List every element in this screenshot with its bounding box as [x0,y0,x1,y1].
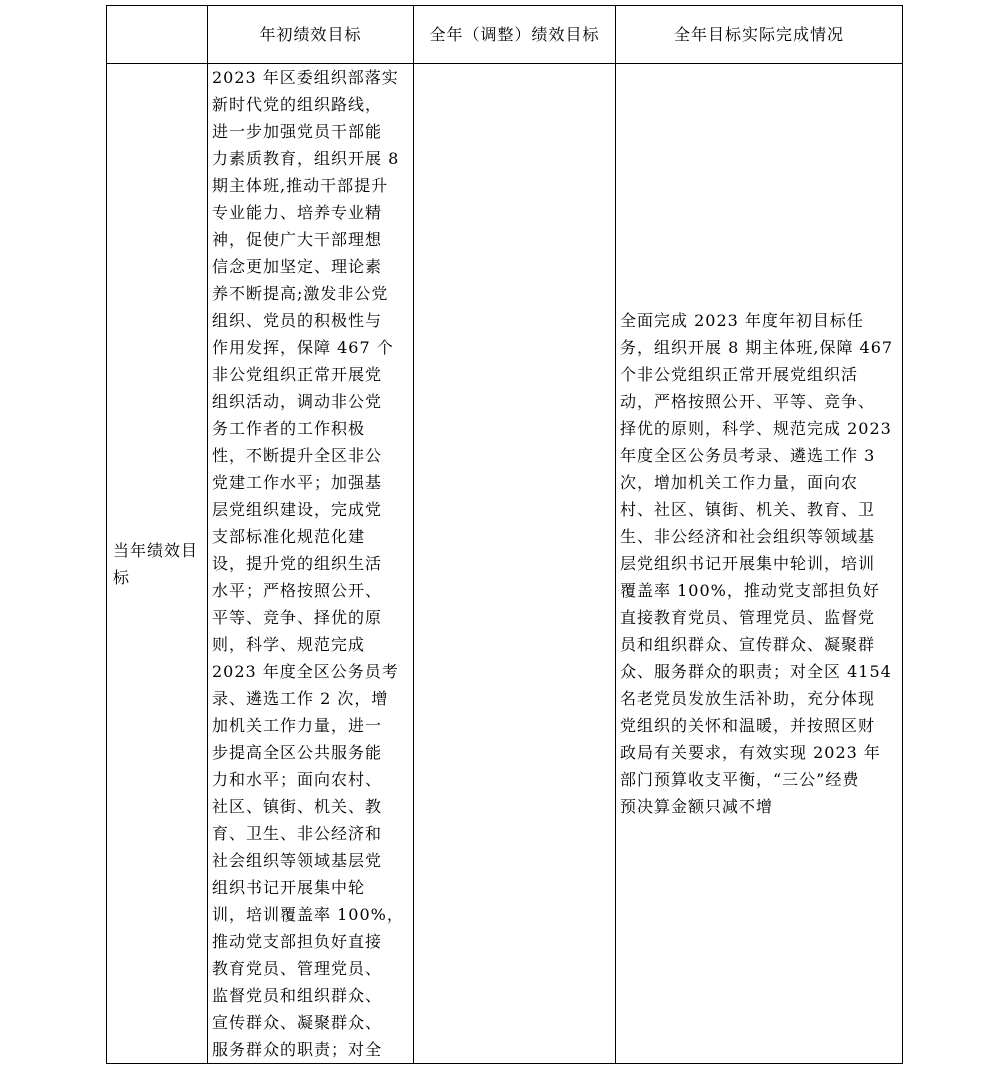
performance-goals-table [106,5,903,1064]
row-label-text: 当年绩效目标 [113,540,199,587]
header-adjusted-goal: 全年（调整）绩效目标 [414,6,616,64]
row-label-annual-goal [107,64,208,1064]
goal-row [107,64,903,1064]
initial-goal-cell [208,64,414,1064]
actual-completion-cell [616,64,903,1064]
header-row [107,6,903,64]
header-actual-completion: 全年目标实际完成情况 [616,6,903,64]
header-initial-goal: 年初绩效目标 [208,6,414,64]
actual-completion-text: 全面完成 2023 年度年初目标任 务，组织开展 8 期主体班,保障 467 个非公党组织正常开展党组织活 动，严格按照公开、平等、竞争、 择优的原则，科学、规范完成 2023 年度全区公务员考录、遴选工作 3 次，增加机关工作力量，面向农 村、社区、镇街、机关、教育、卫 生、非公经济和社会组织等领域基 层党组织书记开展集中轮训，培训 覆盖率 100%，推动党支部担负好 直接教育党员、管理党员、监督党 员和组织群众、宣传群众、凝聚群 众、服务群众的职责；对全区 4154 名老党员发放生活补助，充分体现 党组织的关怀和温暖，并按照区财 政局有关要求，有效实现 2023 年 部门预算收支平衡，“三公”经费 预决算金额只减不增 [620,311,894,816]
adjusted-goal-cell [414,64,616,1064]
header-blank-cell [107,6,208,64]
initial-goal-text: 2023 年区委组织部落实 新时代党的组织路线， 进一步加强党员干部能 力素质教育，组织开展 8 期主体班,推动干部提升 专业能力、培养专业精 神，促使广大干部理想 信念更加坚定、理论素 养不断提高;激发非公党 组织、党员的积极性与 作用发挥，保障 467 个 非公党组织正常开展党 组织活动，调动非公党 务工作者的工作积极 性，不断提升全区非公 党建工作水平；加强基 层党组织建设，完成党 支部标准化规范化建 设，提升党的组织生活 水平；严格按照公开、 平等、竞争、择优的原 则，科学、规范完成 2023 年度全区公务员考 录、遴选工作 2 次，增 加机关工作力量，进一 步提高全区公共服务能 力和水平；面向农村、 社区、镇街、机关、教 育、卫生、非公经济和 社会组织等领域基层党 组织书记开展集中轮 训，培训覆盖率 100%， 推动党支部担负好直接 教育党员、管理党员、 监督党员和组织群众、 宣传群众、凝聚群众、 服务群众的职责；对全 [212,68,404,1059]
